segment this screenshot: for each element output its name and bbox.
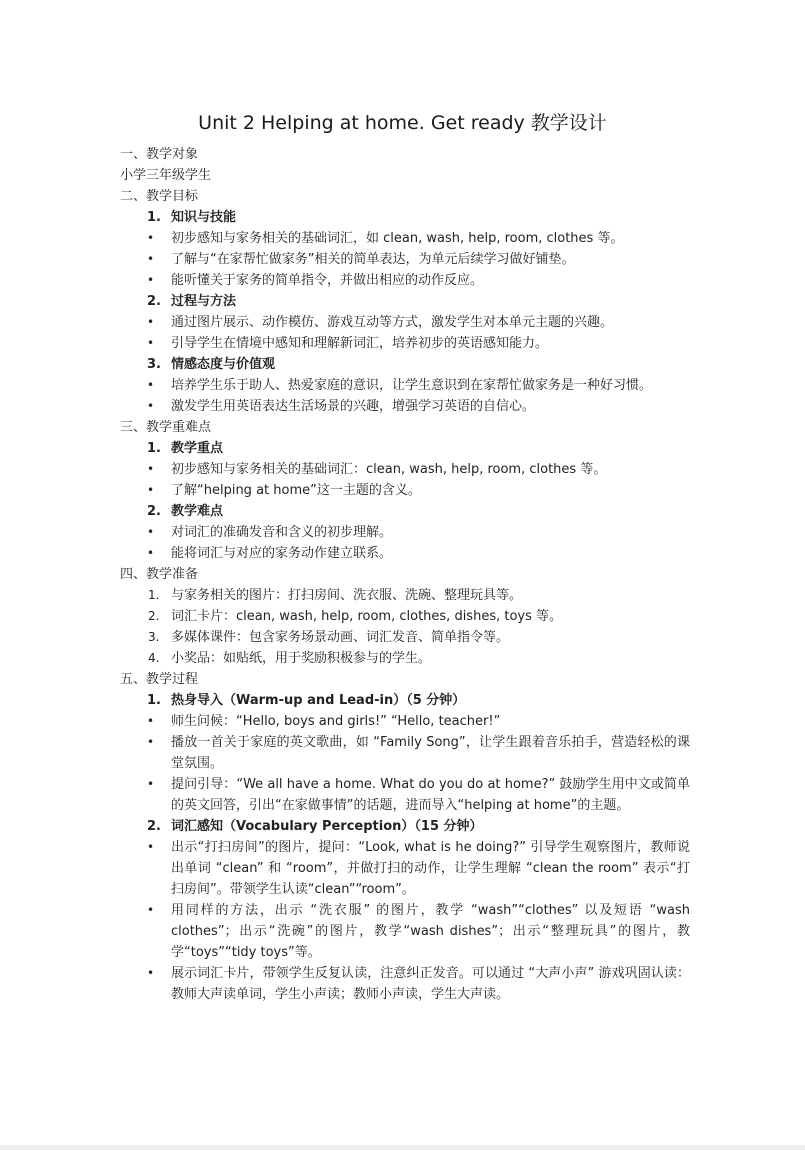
list-item xyxy=(120,333,690,354)
bullet-icon: • xyxy=(147,966,155,980)
list-item-text: 词汇卡片：clean, wash, help, room, clothes, dishes, toys 等。 xyxy=(171,609,563,624)
list-item xyxy=(120,900,690,963)
bullet-icon: • xyxy=(147,483,155,497)
bullet-icon: • xyxy=(147,378,155,392)
bullet-icon: • xyxy=(147,336,155,350)
subheading xyxy=(120,291,690,312)
list-item-text: 激发学生用英语表达生活场景的兴趣，增强学习英语的自信心。 xyxy=(171,399,536,414)
item-number: 2. xyxy=(147,504,161,519)
bullet-icon: • xyxy=(147,903,155,917)
item-number: 2. xyxy=(148,609,160,623)
item-number: 2. xyxy=(147,294,161,309)
section-heading-objectives: 二、教学目标 xyxy=(120,189,199,204)
list-item-text: 培养学生乐于助人、热爱家庭的意识，让学生意识到在家帮忙做家务是一种好习惯。 xyxy=(171,378,653,393)
list-item-text: 了解与“在家帮忙做家务”相关的简单表达，为单元后续学习做好铺垫。 xyxy=(171,252,575,267)
item-number: 1. xyxy=(147,441,161,456)
subheading-text: 知识与技能 xyxy=(171,210,237,225)
subheading xyxy=(120,354,690,375)
bullet-icon: • xyxy=(147,315,155,329)
item-number: 4. xyxy=(148,651,160,665)
item-number: 1. xyxy=(148,588,160,602)
list-item xyxy=(120,480,690,501)
list-item-text: 师生问候：“Hello, boys and girls!” “Hello, teacher!” xyxy=(171,714,501,729)
subheading-text: 热身导入（Warm-up and Lead-in）（5 分钟） xyxy=(171,693,466,708)
list-item-text: 展示词汇卡片，带领学生反复认读，注意纠正发音。可以通过 “大声小声” 游戏巩固认读：教师大声读单词，学生小声读；教师小声读，学生大声读。 xyxy=(171,966,690,1002)
list-item xyxy=(120,270,690,291)
list-item xyxy=(120,543,690,564)
list-item xyxy=(120,774,690,816)
item-number: 3. xyxy=(147,357,161,372)
subheading xyxy=(120,690,690,711)
list-item xyxy=(120,711,690,732)
subheading xyxy=(120,501,690,522)
list-item-text: 初步感知与家务相关的基础词汇：clean, wash, help, room, clothes 等。 xyxy=(171,462,607,477)
list-item xyxy=(120,732,690,774)
list-item-text: 播放一首关于家庭的英文歌曲，如 “Family Song”，让学生跟着音乐拍手，营造轻松的课堂氛围。 xyxy=(171,735,690,771)
list-item xyxy=(120,249,690,270)
list-item-text: 能将词汇与对应的家务动作建立联系。 xyxy=(171,546,393,561)
list-item xyxy=(120,312,690,333)
bullet-icon: • xyxy=(147,735,155,749)
list-item-text: 提问引导：“We all have a home. What do you do at home?” 鼓励学生用中文或简单的英文回答，引出“在家做事情”的话题，进而导入“helping at home”的主题。 xyxy=(171,777,690,813)
list-item-text: 用同样的方法，出示 “洗衣服” 的图片，教学 “wash”“clothes” 以及短语 “wash clothes”；出示“洗碗”的图片，教学“wash dishes”；出示“整理玩具”的图片，教学“toys”“tidy toys”等。 xyxy=(171,903,690,960)
section-heading-process: 五、教学过程 xyxy=(120,672,199,687)
list-item-text: 引导学生在情境中感知和理解新词汇，培养初步的英语感知能力。 xyxy=(171,336,549,351)
list-item-text: 小奖品：如贴纸，用于奖励积极参与的学生。 xyxy=(171,651,432,666)
list-item xyxy=(120,396,690,417)
subheading-text: 词汇感知（Vocabulary Perception）（15 分钟） xyxy=(171,819,483,834)
bullet-icon: • xyxy=(147,273,155,287)
item-number: 1. xyxy=(147,210,161,225)
bullet-icon: • xyxy=(147,252,155,266)
document-title: Unit 2 Helping at home. Get ready 教学设计 xyxy=(198,112,607,134)
bullet-icon: • xyxy=(147,840,155,854)
document-body xyxy=(120,144,690,1005)
list-item xyxy=(120,585,690,606)
list-item xyxy=(120,963,690,1005)
list-item xyxy=(120,375,690,396)
bullet-icon: • xyxy=(147,399,155,413)
list-item-text: 能听懂关于家务的简单指令，并做出相应的动作反应。 xyxy=(171,273,484,288)
bullet-icon: • xyxy=(147,231,155,245)
bullet-icon: • xyxy=(147,462,155,476)
subheading-text: 教学重点 xyxy=(171,441,224,456)
list-item-text: 了解“helping at home”这一主题的含义。 xyxy=(171,483,421,498)
subheading-text: 情感态度与价值观 xyxy=(171,357,276,372)
list-item xyxy=(120,459,690,480)
section-heading-preparation: 四、教学准备 xyxy=(120,567,199,582)
list-item xyxy=(120,627,690,648)
subheading-text: 教学难点 xyxy=(171,504,224,519)
subheading xyxy=(120,816,690,837)
list-item-text: 初步感知与家务相关的基础词汇，如 clean, wash, help, room, clothes 等。 xyxy=(171,231,624,246)
item-number: 2. xyxy=(147,819,161,834)
list-item-text: 通过图片展示、动作模仿、游戏互动等方式，激发学生对本单元主题的兴趣。 xyxy=(171,315,614,330)
list-item-text: 与家务相关的图片：打扫房间、洗衣服、洗碗、整理玩具等。 xyxy=(171,588,523,603)
bullet-icon: • xyxy=(147,777,155,791)
list-item-text: 对词汇的准确发音和含义的初步理解。 xyxy=(171,525,393,540)
subheading-text: 过程与方法 xyxy=(171,294,237,309)
audience-text: 小学三年级学生 xyxy=(120,168,212,183)
list-item xyxy=(120,837,690,900)
item-number: 1. xyxy=(147,693,161,708)
list-item-text: 多媒体课件：包含家务场景动画、词汇发音、简单指令等。 xyxy=(171,630,510,645)
subheading xyxy=(120,207,690,228)
item-number: 3. xyxy=(148,630,160,644)
bullet-icon: • xyxy=(147,525,155,539)
list-item xyxy=(120,522,690,543)
list-item xyxy=(120,228,690,249)
section-heading-key-points: 三、教学重难点 xyxy=(120,420,212,435)
bullet-icon: • xyxy=(147,714,155,728)
list-item xyxy=(120,648,690,669)
list-item-text: 出示“打扫房间”的图片，提问：“Look, what is he doing?” 引导学生观察图片，教师说出单词 “clean” 和 “room”，并做打扫的动作，让学生理解 “clean the room” 表示“打扫房间”。带领学生认读“clean”“room”。 xyxy=(171,840,690,897)
list-item xyxy=(120,606,690,627)
bullet-icon: • xyxy=(147,546,155,560)
subheading xyxy=(120,438,690,459)
section-heading-audience: 一、教学对象 xyxy=(120,147,199,162)
